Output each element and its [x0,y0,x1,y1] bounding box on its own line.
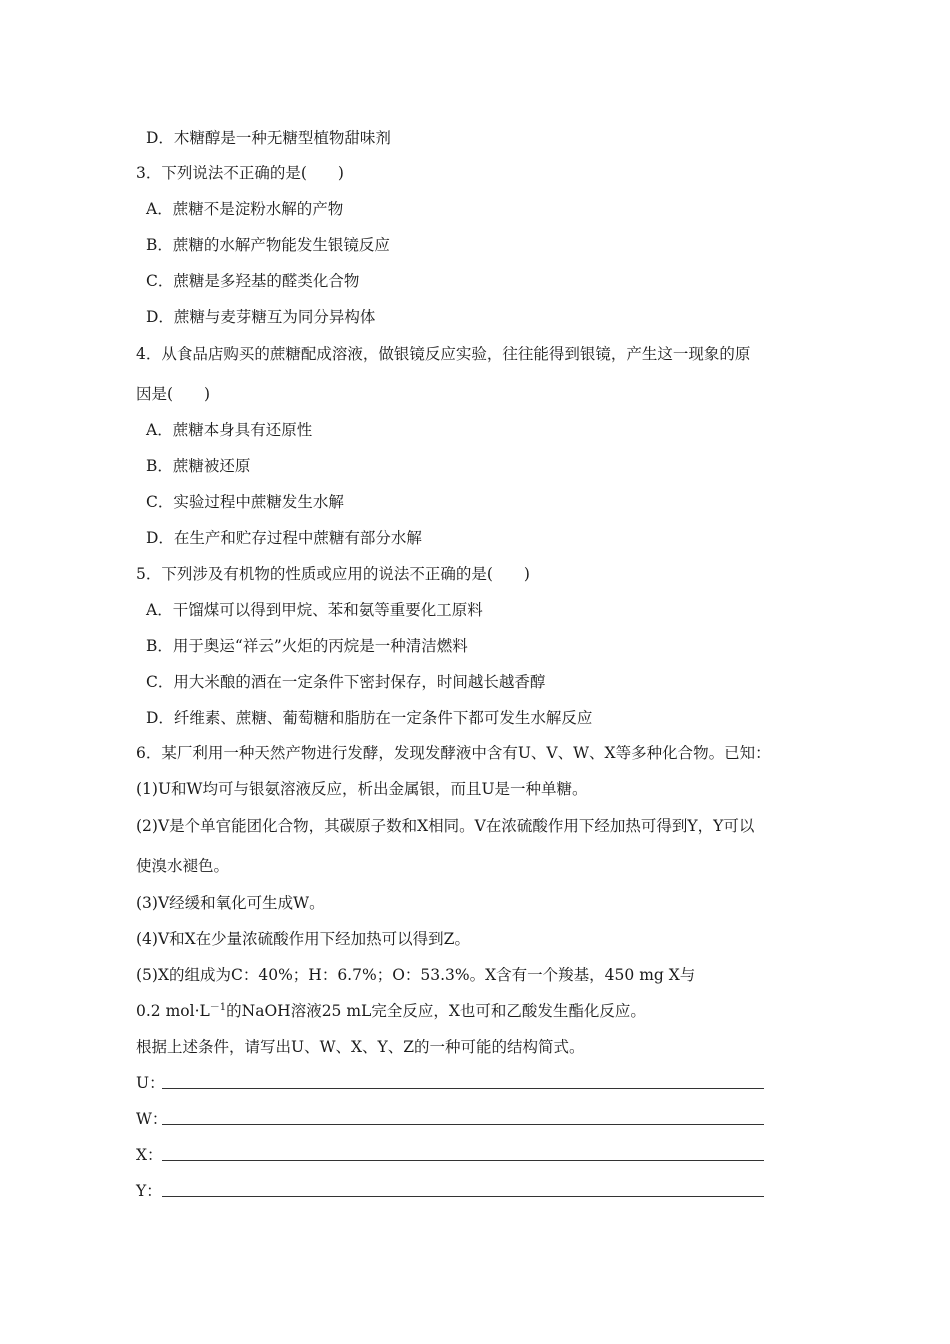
q6-condition-2-line1: (2)V是个单官能团化合物，其碳原子数和X相同。V在浓硫酸作用下经加热可得到Y，Y可以 [136,817,755,835]
q3-option-b: B．蔗糖的水解产物能发生银镜反应 [146,236,390,254]
q3-option-c: C．蔗糖是多羟基的醛类化合物 [146,272,360,290]
q6-condition-2-line2: 使溴水褪色。 [136,857,230,875]
q6-condition-1: (1)U和W均可与银氨溶液反应，析出金属银，而且U是一种单糖。 [136,780,588,798]
q4-option-a: A．蔗糖本身具有还原性 [146,421,313,439]
answer-label-w: W： [136,1110,168,1128]
q4-option-b: B．蔗糖被还原 [146,457,251,475]
q4-stem-line1: 4．从食品店购买的蔗糖配成溶液，做银镜反应实验，往往能得到银镜，产生这一现象的原 [136,345,751,363]
q4-stem-line2: 因是( ) [136,385,211,403]
q6-stem: 6．某厂利用一种天然产物进行发酵，发现发酵液中含有U、V、W、X等多种化合物。已知： [136,744,771,762]
q6-condition-5-line1: (5)X的组成为C：40%；H：6.7%；O：53.3%。X含有一个羧基，450 mg X与 [136,966,696,984]
q6-condition-5-line2 [136,1001,646,1021]
q5-option-d: D．纤维素、蔗糖、葡萄糖和脂肪在一定条件下都可发生水解反应 [146,709,593,727]
q2-option-d: D．木糖醇是一种无糖型植物甜味剂 [146,129,391,147]
answer-line [162,1196,764,1197]
answer-line [162,1124,764,1125]
concentration-exponent: －1 [209,1001,227,1013]
q6-question: 根据上述条件，请写出U、W、X、Y、Z的一种可能的结构简式。 [136,1038,585,1056]
q5-option-a: A．干馏煤可以得到甲烷、苯和氨等重要化工原料 [146,601,483,619]
answer-line [162,1160,764,1161]
q6-condition-4: (4)V和X在少量浓硫酸作用下经加热可以得到Z。 [136,930,470,948]
q3-stem: 3．下列说法不正确的是( ) [136,164,344,182]
q5-option-b: B．用于奥运“祥云”火炬的丙烷是一种清洁燃料 [146,637,468,655]
answer-blank-x[interactable] [136,1145,163,1165]
q3-option-a: A．蔗糖不是淀粉水解的产物 [146,200,344,218]
q3-option-d: D．蔗糖与麦芽糖互为同分异构体 [146,308,376,326]
concentration-text: 0.2 mol·L [136,1002,210,1020]
answer-line [162,1088,764,1089]
q5-option-c: C．用大米酿的酒在一定条件下密封保存，时间越长越香醇 [146,673,546,691]
condition-5-tail: 的NaOH溶液25 mL完全反应，X也可和乙酸发生酯化反应。 [226,1002,646,1020]
answer-label-x: X： [136,1146,163,1164]
q5-stem: 5．下列涉及有机物的性质或应用的说法不正确的是( ) [136,565,530,583]
answer-blank-y[interactable] [136,1181,162,1201]
answer-blank-u[interactable] [136,1073,165,1093]
q4-option-d: D．在生产和贮存过程中蔗糖有部分水解 [146,529,422,547]
answer-label-u: U： [136,1074,165,1092]
q4-option-c: C．实验过程中蔗糖发生水解 [146,493,344,511]
answer-label-y: Y： [136,1182,162,1200]
answer-blank-w[interactable] [136,1109,167,1129]
q6-condition-3: (3)V经缓和氧化可生成W。 [136,894,325,912]
